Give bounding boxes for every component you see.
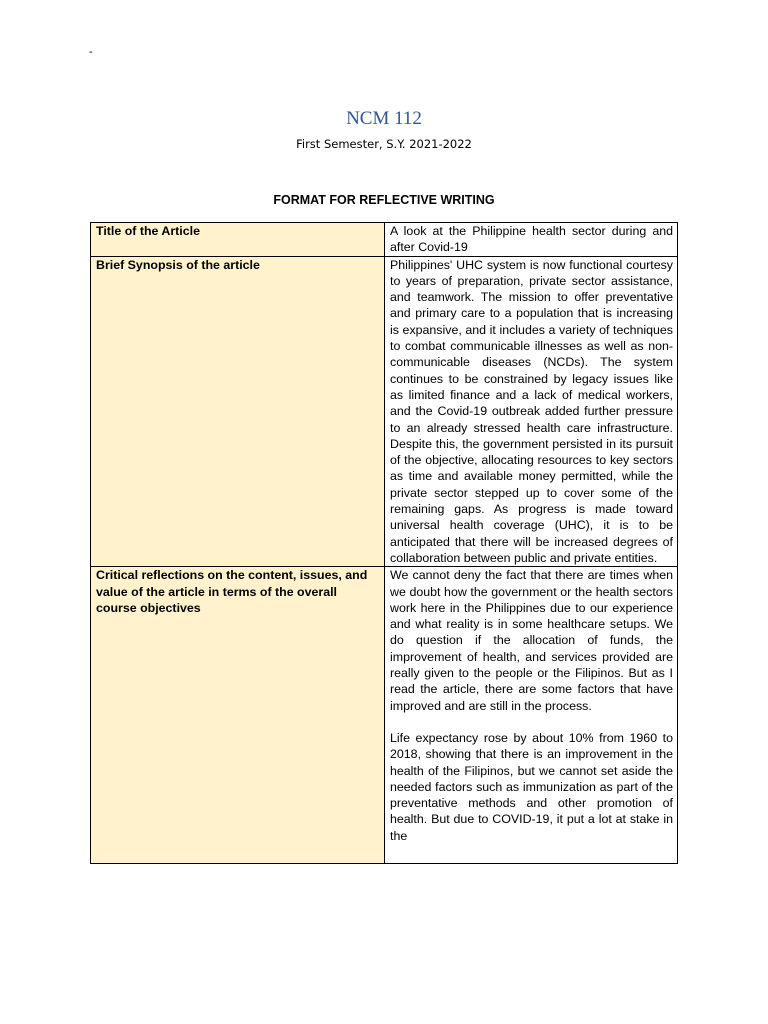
reflection-paragraph: We cannot deny the fact that there are times when we doubt how the government or the health sectors work here in the Philippines due to our experience and what reality is in some healthcare setups. We do question if the allocation of funds, the improvement of health, and services provided are really given to the people or the Filipinos. But as I read the article, there are some factors that have improved and are still in the process. [390,568,673,713]
format-heading: FORMAT FOR REFLECTIVE WRITING [273,193,495,207]
semester-subtitle: First Semester, S.Y. 2021-2022 [296,137,472,151]
course-title: NCM 112 [346,108,422,129]
reflection-text [390,567,673,863]
reflection-paragraph: Life expectancy rose by about 10% from 1960 to 2018, showing that there is an improvement in the health of the Filipinos, but we cannot set aside the needed factors such as immunization as part of the preventative methods and other promotion of health. But due to COVID-19, it put a lot at stake in the [390,730,673,843]
table-row [91,223,678,257]
page-mark: - [89,46,93,58]
row-label-title: Title of the Article [91,223,385,257]
table-row [91,567,678,864]
row-value-title: A look at the Philippine health sector during and after Covid-19 [385,223,678,257]
row-value-reflections [385,567,678,864]
table-row [91,256,678,567]
reflection-table [90,222,678,864]
row-value-synopsis: Philippines' UHC system is now functional courtesy to years of preparation, private sector assistance, and teamwork. The mission to offer preventative and primary care to a population that is increasing is expansive, and it includes a variety of techniques to combat communicable illnesses as well as non-communicable diseases (NCDs). The system continues to be constrained by legacy issues like as limited finance and a lack of medical workers, and the Covid-19 outbreak added further pressure to an already stressed health care infrastructure. Despite this, the government persisted in its pursuit of the objective, allocating resources to key sectors as time and available money permitted, while the private sector stepped up to cover some of the remaining gaps. As progress is made toward universal health coverage (UHC), it is to be anticipated that there will be increased degrees of collaboration between public and private entities. [385,256,678,567]
row-label-synopsis: Brief Synopsis of the article [91,256,385,567]
row-label-reflections: Critical reflections on the content, issues, and value of the article in terms of the overall course objectives [91,567,385,864]
